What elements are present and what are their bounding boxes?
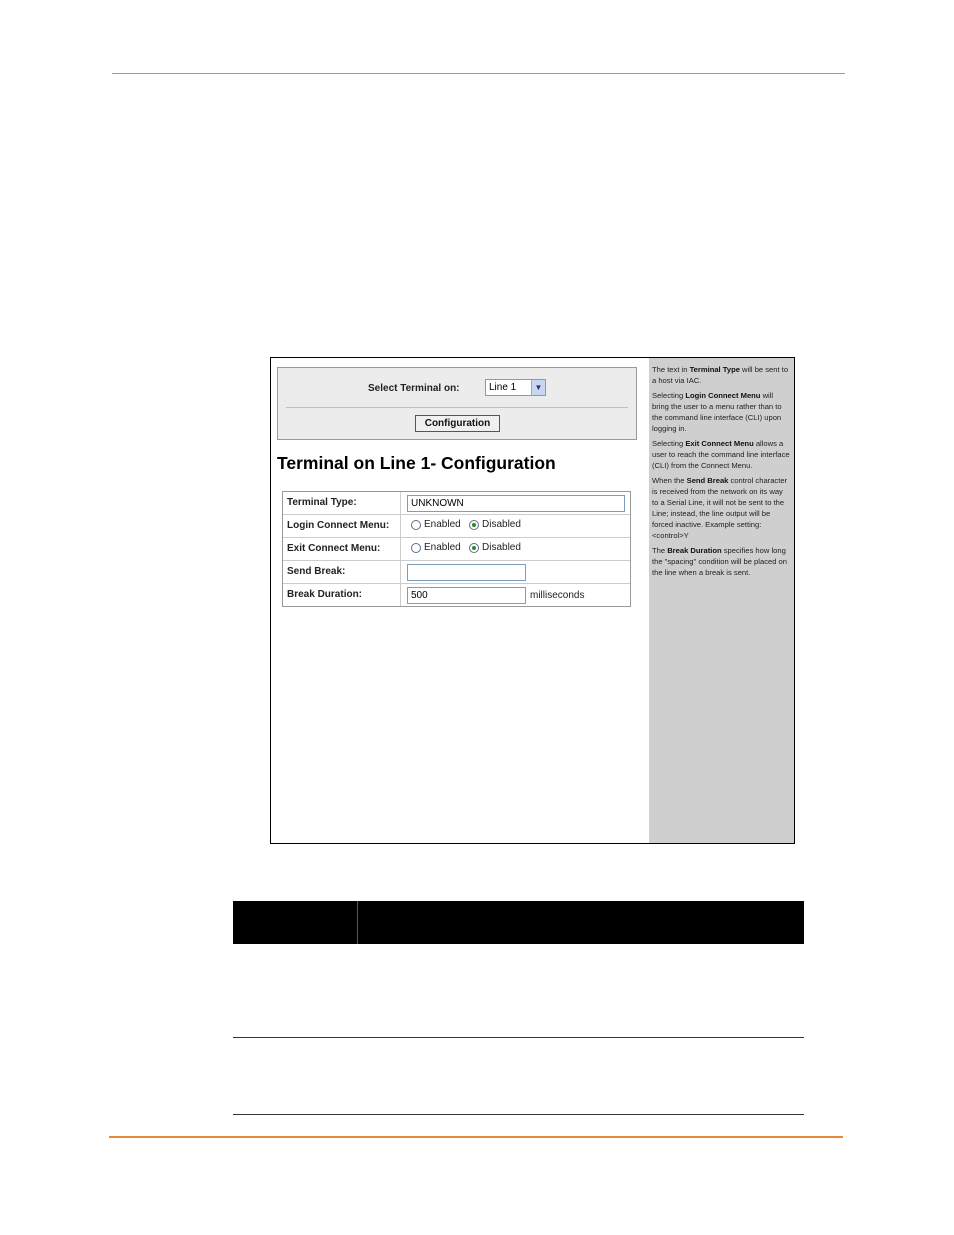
- break-duration-row: [283, 584, 630, 606]
- exit-connect-menu-label: Exit Connect Menu:: [283, 538, 401, 560]
- send-break-input[interactable]: [407, 564, 526, 581]
- select-terminal-label: Select Terminal on:: [368, 383, 460, 394]
- page-title: Terminal on Line 1- Configuration: [277, 453, 556, 473]
- doc-table-bottom-rule: [233, 1114, 804, 1115]
- exit-connect-disabled-radio[interactable]: [469, 543, 479, 553]
- help-login-connect-menu: Selecting Login Connect Menu will bring the user to a menu rather than to the command line interface (CLI) upon logging in.: [652, 391, 782, 433]
- help-break-duration: The Break Duration specifies how long the "spacing" condition will be placed on the line when a break is sent.: [652, 546, 787, 577]
- login-connect-disabled-radio[interactable]: [469, 520, 479, 530]
- login-connect-enabled-radio[interactable]: [411, 520, 421, 530]
- exit-connect-enabled-label: Enabled: [424, 542, 461, 553]
- header-rule: [112, 73, 845, 74]
- terminal-select-box: [277, 367, 637, 440]
- doc-table-header-divider: [357, 901, 358, 944]
- terminal-type-row: [283, 492, 630, 515]
- login-connect-menu-label: Login Connect Menu:: [283, 515, 401, 537]
- login-connect-disabled-label: Disabled: [482, 519, 521, 530]
- chevron-down-icon[interactable]: ▼: [531, 380, 545, 395]
- config-pane: [271, 358, 649, 843]
- doc-table-header: [233, 901, 804, 944]
- send-break-row: [283, 561, 630, 584]
- help-send-break: When the Send Break control character is received from the network on its way to a Serial Line, it will not be sent to the Line; instead, the line output will be forced inactive. Example setting: <control>Y: [652, 476, 788, 540]
- doc-table-row-divider: [233, 1037, 804, 1038]
- exit-connect-menu-row: [283, 538, 630, 561]
- login-connect-enabled-label: Enabled: [424, 519, 461, 530]
- break-duration-label: Break Duration:: [283, 584, 401, 606]
- help-exit-connect-menu: Selecting Exit Connect Menu allows a user to reach the command line interface (CLI) from the Connect Menu.: [652, 439, 790, 470]
- help-panel: [649, 358, 794, 843]
- help-terminal-type: The text in Terminal Type will be sent to a host via IAC.: [652, 365, 789, 385]
- break-duration-input[interactable]: 500: [407, 587, 526, 604]
- break-duration-unit: milliseconds: [530, 590, 585, 601]
- select-divider: [286, 407, 628, 408]
- terminal-line-select-value: Line 1: [489, 382, 517, 393]
- terminal-line-select[interactable]: [485, 379, 546, 396]
- terminal-config-table: [282, 491, 631, 607]
- login-connect-menu-row: [283, 515, 630, 538]
- configuration-button[interactable]: Configuration: [415, 415, 500, 432]
- send-break-label: Send Break:: [283, 561, 401, 583]
- footer-rule: [109, 1136, 843, 1138]
- exit-connect-disabled-label: Disabled: [482, 542, 521, 553]
- terminal-type-label: Terminal Type:: [283, 492, 401, 514]
- terminal-type-input[interactable]: UNKNOWN: [407, 495, 625, 512]
- exit-connect-enabled-radio[interactable]: [411, 543, 421, 553]
- web-manager-screenshot: [270, 357, 795, 844]
